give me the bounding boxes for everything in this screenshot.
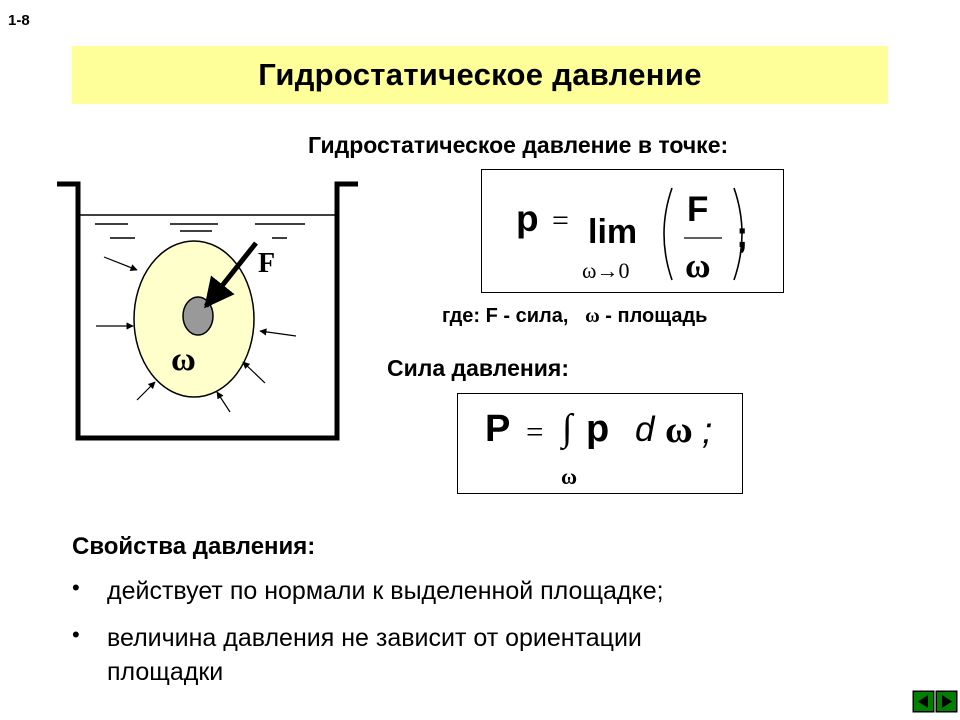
- nav-forward-button[interactable]: [935, 690, 958, 713]
- differential-omega: ω: [665, 409, 693, 451]
- integral-sign: ∫: [562, 407, 573, 449]
- where-dash-1: -: [497, 305, 516, 327]
- limit-variable: ω: [582, 258, 597, 283]
- integrand-p: p: [586, 408, 610, 450]
- differential-d: d: [635, 410, 655, 449]
- title-bar: [72, 46, 888, 104]
- force-label: F: [258, 248, 276, 279]
- property-item-2: [107, 621, 642, 689]
- where-area-word: площадь: [617, 305, 708, 327]
- where-force-word: сила,: [515, 305, 569, 327]
- pressure-force-heading: Сила давления:: [387, 355, 569, 381]
- integral-domain-omega: ω: [561, 464, 578, 489]
- formula-semicolon: ;: [736, 214, 749, 255]
- where-dash-2: -: [599, 305, 618, 327]
- formula-equals: =: [526, 414, 544, 449]
- bullet-dot: •: [72, 575, 80, 600]
- where-symbol-f: F: [485, 305, 498, 327]
- pressure-force-formula: [457, 393, 743, 494]
- point-pressure-heading: Гидростатическое давление в точке:: [308, 132, 729, 158]
- fraction-numerator-f: F: [687, 190, 709, 229]
- formula-lim: lim: [588, 213, 638, 251]
- formula-semicolon: ;: [702, 410, 713, 451]
- property-item-2-line-2: площадки: [107, 658, 224, 686]
- slide-title: Гидростатическое давление: [258, 57, 702, 92]
- where-symbol-omega: ω: [585, 305, 600, 327]
- formula-limit-subscript: [582, 258, 629, 284]
- slide-number: 1-8: [8, 12, 30, 29]
- limit-arrow: →: [596, 258, 619, 283]
- property-item-1-line-1: действует по нормали к выделенной площадке;: [107, 577, 664, 605]
- fraction-denominator-omega: ω: [685, 246, 711, 285]
- where-prefix: где:: [442, 305, 486, 327]
- where-line: [442, 305, 707, 328]
- formula-lhs-p: p: [516, 198, 539, 239]
- formula-equals: =: [552, 204, 569, 237]
- liquid-surface: [80, 215, 335, 238]
- properties-heading: Свойства давления:: [72, 533, 316, 560]
- nav-back-button[interactable]: [912, 690, 935, 713]
- property-item-1: [107, 574, 664, 608]
- vessel-diagram: [0, 170, 370, 460]
- area-label: ω: [171, 341, 196, 378]
- bullet-dot: •: [72, 622, 80, 647]
- formula-lhs-P: P: [485, 408, 511, 450]
- property-item-2-line-1: величина давления не зависит от ориентации: [107, 624, 642, 652]
- point-pressure-formula: [481, 169, 784, 293]
- limit-value: 0: [618, 258, 630, 283]
